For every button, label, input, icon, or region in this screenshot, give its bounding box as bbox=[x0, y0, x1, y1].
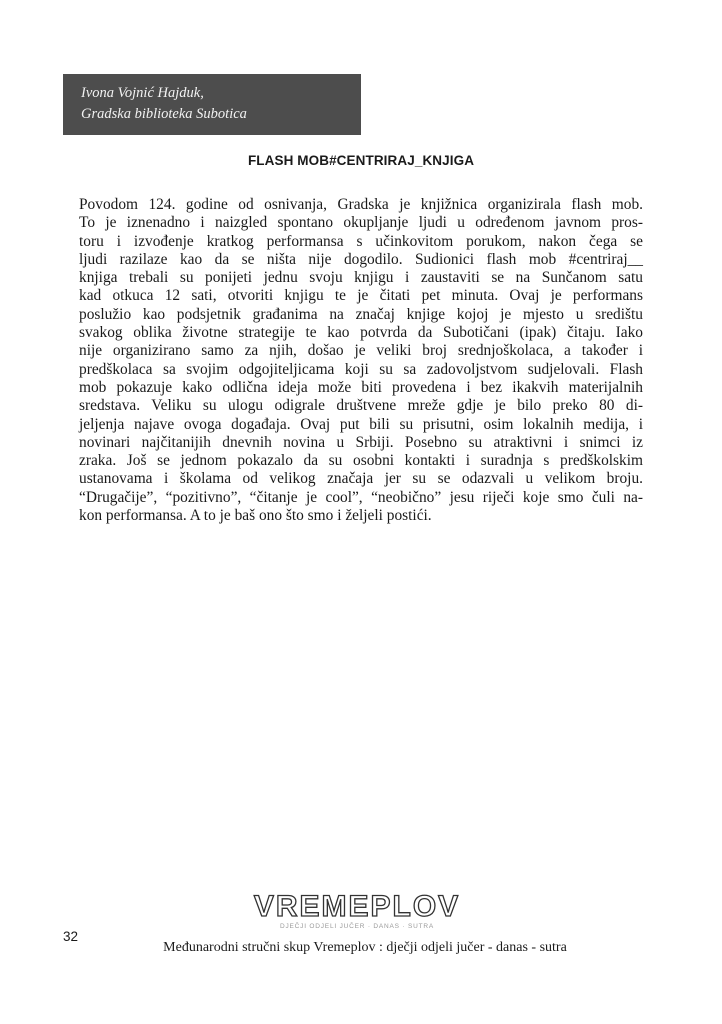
body-line: kon performansa. A to je baš ono što smo i željeli postići. bbox=[79, 507, 432, 525]
body-line: poslužio kao podsjetnik građanima na značaj knjige kojoj je mjesto u središtu bbox=[79, 305, 643, 323]
author-institution: Gradska biblioteka Subotica bbox=[81, 106, 247, 122]
body-line: sredstava. Veliku su ulogu odigrale društvene mreže gdje je bilo preko 80 di- bbox=[79, 397, 643, 415]
body-line: kad otkuca 12 sati, otvoriti knjigu te je čitati pet minuta. Ovaj je performans bbox=[79, 287, 643, 305]
body-line: Povodom 124. godine od osnivanja, Gradska je knjižnica organizirala flash mob. bbox=[79, 196, 643, 213]
body-line: knjiga trebali su ponijeti jednu svoju knjigu i zaustaviti se na Sunčanom satu bbox=[79, 269, 643, 287]
footer-conference: Međunarodni stručni skup Vremeplov : dječji odjeli jučer - danas - sutra bbox=[163, 940, 567, 955]
body-line: svakog oblika životne strategije te kao potvrda da Subotičani (ipak) čitaju. Iako bbox=[79, 324, 643, 342]
body-line: “Drugačije”, “pozitivno”, “čitanje je cool”, “neobično” jesu riječi koje smo čuli na- bbox=[79, 488, 643, 506]
author-box bbox=[63, 74, 361, 135]
body-line: zraka. Još se jednom pokazalo da su osobni kontakti i suradnja s predškolskim bbox=[79, 452, 643, 470]
body-line: predškolaca sa svojim odgojiteljicama koji su sa zadovoljstvom sudjelovali. Flash bbox=[79, 360, 643, 378]
body-line: To je iznenadno i naizgled spontano okupljanje ljudi u određenom javnom pros- bbox=[79, 214, 643, 232]
body-line: nije organizirano samo za njih, došao je veliki broj srednjoškolaca, a također i bbox=[79, 342, 643, 360]
logo-wordmark: VREMEPLOV bbox=[253, 890, 461, 923]
body-line: mob pokazuje kako odlična ideja može biti provedena i bez ikakvih materijalnih bbox=[79, 378, 643, 396]
article-title: FLASH MOB#CENTRIRAJ_KNJIGA bbox=[247, 153, 475, 168]
vremeplov-logo bbox=[245, 885, 470, 933]
body-line: novinari najčitanijih dnevnih novina u Srbiji. Posebno su atraktivni i snimci iz bbox=[79, 433, 643, 451]
logo-subtitle: DJEČJI ODJELI JUČER · DANAS · SUTRA bbox=[279, 923, 435, 930]
page-number: 32 bbox=[63, 929, 79, 944]
body-line: toru i izvođenje kratkog performansa s učinkovitom porukom, nakon čega se bbox=[79, 232, 643, 250]
author-name: Ivona Vojnić Hajduk, bbox=[81, 85, 204, 101]
body-line: jeljenja najave ovoga događaja. Ovaj put bili su prisutni, osim lokalnih medija, i bbox=[79, 415, 643, 433]
body-line: ustanovama i školama od velikog značaja jer su se odazvali u velikom broju. bbox=[79, 470, 643, 488]
body-line: ljudi razilaze kao da se ništa nije dogodilo. Sudionici flash mob #centriraj__ bbox=[79, 250, 643, 268]
article-body bbox=[79, 196, 643, 525]
